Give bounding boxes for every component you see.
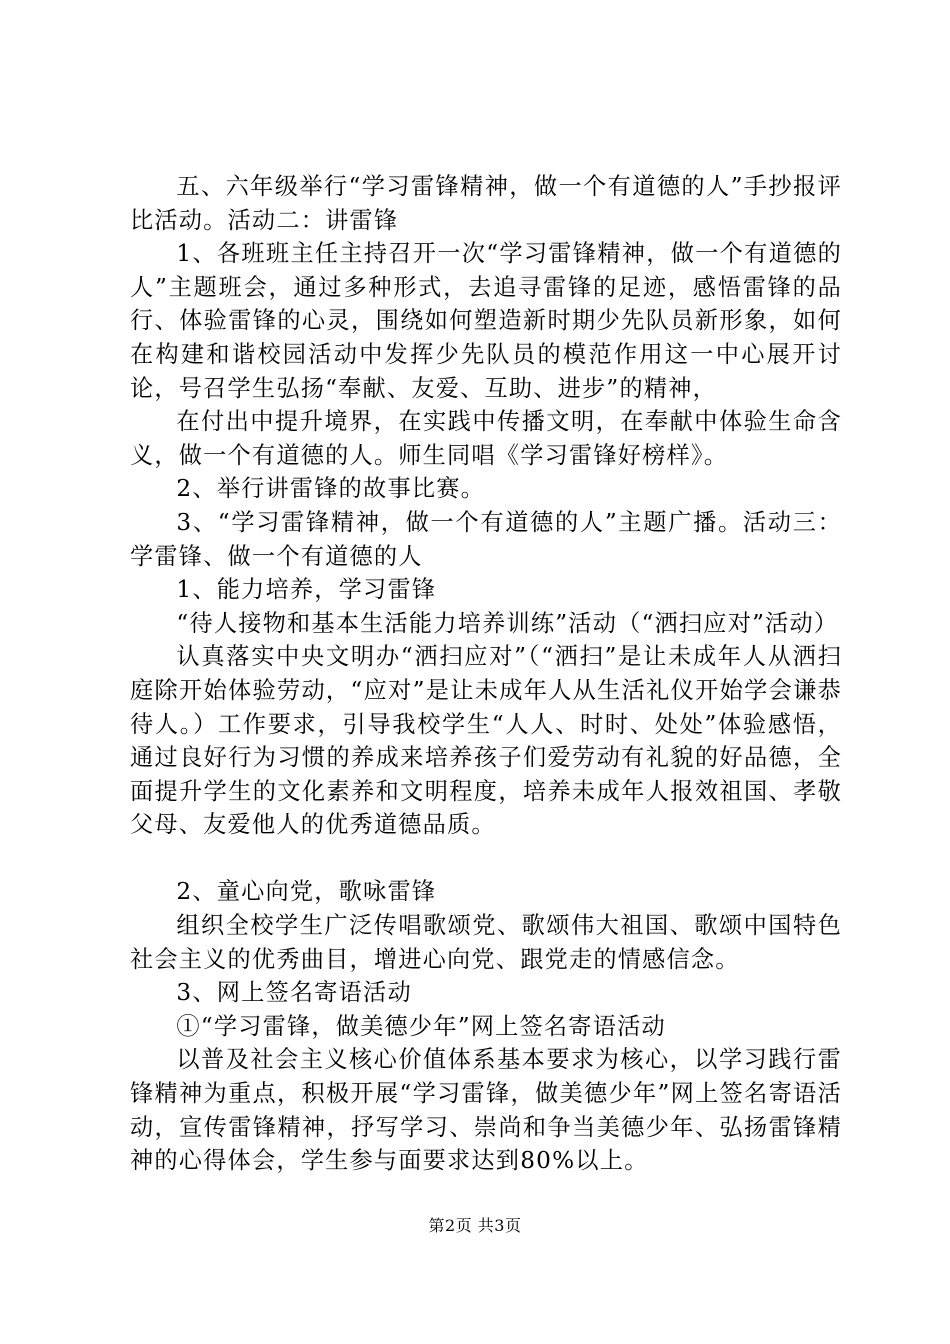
document-body xyxy=(130,170,842,1178)
paragraph-online-signing: 3、网上签名寄语活动 xyxy=(176,979,412,1007)
paragraph-sing-together: 在付出中提升境界，在实践中传播文明，在奉献中体验生命含义，做一个有道德的人。师生同唱《学习雷锋好榜样》。 xyxy=(130,408,842,469)
page-number-footer: 第2页 共3页 xyxy=(428,1216,522,1235)
paragraph-songs-details: 组织全校学生广泛传唱歌颂党、歌颂伟大祖国、歌颂中国特色社会主义的优秀曲目，增进心向党、跟党走的情感信念。 xyxy=(130,912,842,973)
paragraph-online-signing-title: ①“学习雷锋，做美德少年”网上签名寄语活动 xyxy=(176,1012,666,1040)
paragraph-story-contest: 2、举行讲雷锋的故事比赛。 xyxy=(176,475,485,503)
paragraph-ability-training: 1、能力培养，学习雷锋 xyxy=(176,576,437,604)
paragraph-broadcast: 3、“学习雷锋精神，做一个有道德的人”主题广播。活动三：学雷锋、做一个有道德的人 xyxy=(130,508,842,570)
paragraph-etiquette-details: 认真落实中央文明办“洒扫应对”（“洒扫”是让未成年人从洒扫庭除开始体验劳动，“应对”是让未成年人从生活礼仪开始学会谦恭待人。）工作要求，引导我校学生“人人、时时、处处”体验感悟，通过良好行为习惯的养成来培养孩子们爱劳动有礼貌的好品德，全面提升学生的文化素养和文明程度，培养未成年人报效祖国、孝敬父母、友爱他人的优秀道德品质。 xyxy=(130,643,842,839)
paragraph-etiquette-activity: “待人接物和基本生活能力培养训练”活动（“洒扫应对”活动） xyxy=(176,609,839,637)
paragraph-online-signing-details: 以普及社会主义核心价值体系基本要求为核心，以学习践行雷锋精神为重点，积极开展“学习雷锋，做美德少年”网上签名寄语活动，宣传雷锋精神，抒写学习、崇尚和争当美德少年、弘扬雷锋精神的心得体会，学生参与面要求达到80%以上。 xyxy=(130,1046,842,1175)
paragraph-sing-for-party: 2、童心向党，歌咏雷锋 xyxy=(176,878,437,906)
paragraph-class-meeting: 1、各班班主任主持召开一次“学习雷锋精神，做一个有道德的人”主题班会，通过多种形式，去追寻雷锋的足迹，感悟雷锋的品行、体验雷锋的心灵，围绕如何塑造新时期少先队员新形象，如何在构建和谐校园活动中发挥少先队员的模范作用这一中心展开讨论，号召学生弘扬“奉献、友爱、互助、进步”的精神， xyxy=(130,240,842,402)
paragraph-grade-five-six-contest: 五、六年级举行“学习雷锋精神，做一个有道德的人”手抄报评比活动。活动二：讲雷锋 xyxy=(130,173,842,234)
